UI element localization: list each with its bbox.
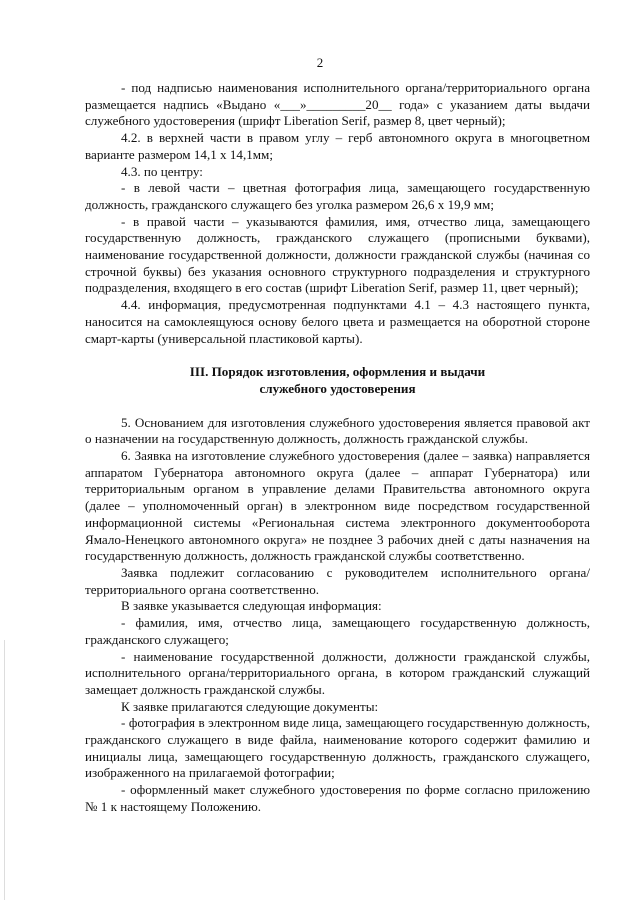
paragraph-full-name: - фамилия, имя, отчество лица, замещающего государственную должность, гражданского служащего; bbox=[85, 615, 590, 647]
paragraph-photo: - фотография в электронном виде лица, замещающего государственную должность, гражданского служащего в виде файла, наименование которого содержит фамилию и инициалы лица, замещающего государственную должность, гражданского служащего, изображенного на прилагаемой фотографии; bbox=[85, 715, 590, 781]
paragraph-inscription: - под надписью наименования исполнительного органа/территориального органа размещается надпись «Выдано «___»_________20__ года» с указанием даты выдачи служебного удостоверения (шрифт Liberation Serif, размер 8, цвет черный); bbox=[85, 80, 590, 129]
paragraph-attachments: К заявке прилагаются следующие документы: bbox=[121, 698, 379, 714]
paragraph-6: 6. Заявка на изготовление служебного удостоверения (далее – заявка) направляется аппаратом Губернатора автономного округа (далее – аппарат Губернатора) или территориальным органом в управление делами Правительства автономного округа (далее – уполномоченный орган) в электронном виде посредством государственной информационной системы «Региональная система электронного документооборота Ямало-Ненецкого автономного округа» не позднее 3 рабочих дней с даты назначения на государственную должность, должность гражданской службы соответственно. bbox=[85, 448, 590, 564]
document-body bbox=[85, 80, 590, 816]
paragraph-position-name: - наименование государственной должности, должности гражданской службы, исполнительного органа/территориального органа, в котором гражданский служащий замещает должность гражданской службы. bbox=[85, 648, 590, 697]
page-number: 2 bbox=[316, 55, 324, 70]
paragraph-5: 5. Основанием для изготовления служебного удостоверения является правовой акт о назначении на государственную должность, должность гражданской службы. bbox=[85, 414, 590, 447]
paragraph-left-part: - в левой части – цветная фотография лица, замещающего государственную должность, гражданского служащего без уголка размером 26,6 х 19,9 мм; bbox=[85, 180, 590, 212]
paragraph-4-3: 4.3. по центру: bbox=[121, 163, 203, 179]
paragraph-layout: - оформленный макет служебного удостоверения по форме согласно приложению № 1 к настоящему Положению. bbox=[85, 782, 590, 814]
paragraph-4-2: 4.2. в верхней части в правом углу – герб автономного округа в многоцветном варианте размером 14,1 х 14,1мм; bbox=[85, 130, 590, 162]
section-title bbox=[85, 364, 590, 397]
paragraph-4-4: 4.4. информация, предусмотренная подпунктами 4.1 – 4.3 настоящего пункта, наносится на самоклеящуюся основу белого цвета и размещается на оборотной стороне смарт-карты (универсальной пластиковой карты). bbox=[85, 297, 590, 346]
section-title-line-2: служебного удостоверения bbox=[259, 380, 416, 396]
section-title-line-1: III. Порядок изготовления, оформления и выдачи bbox=[189, 364, 486, 380]
paragraph-request-info: В заявке указывается следующая информация: bbox=[121, 598, 382, 614]
paragraph-right-part: - в правой части – указываются фамилия, имя, отчество лица, замещающего государственную должность, гражданского служащего (прописными буквами), наименование государственной должности, должности гражданской службы (начиная со строчной буквы) без указания основного структурного подразделения и структурного подразделения, входящего в его состав (шрифт Liberation Serif, размер 11, цвет черный); bbox=[85, 213, 590, 296]
paragraph-approval: Заявка подлежит согласованию с руководителем исполнительного органа/территориального органа соответственно. bbox=[85, 564, 590, 597]
scan-edge-line bbox=[4, 640, 5, 900]
